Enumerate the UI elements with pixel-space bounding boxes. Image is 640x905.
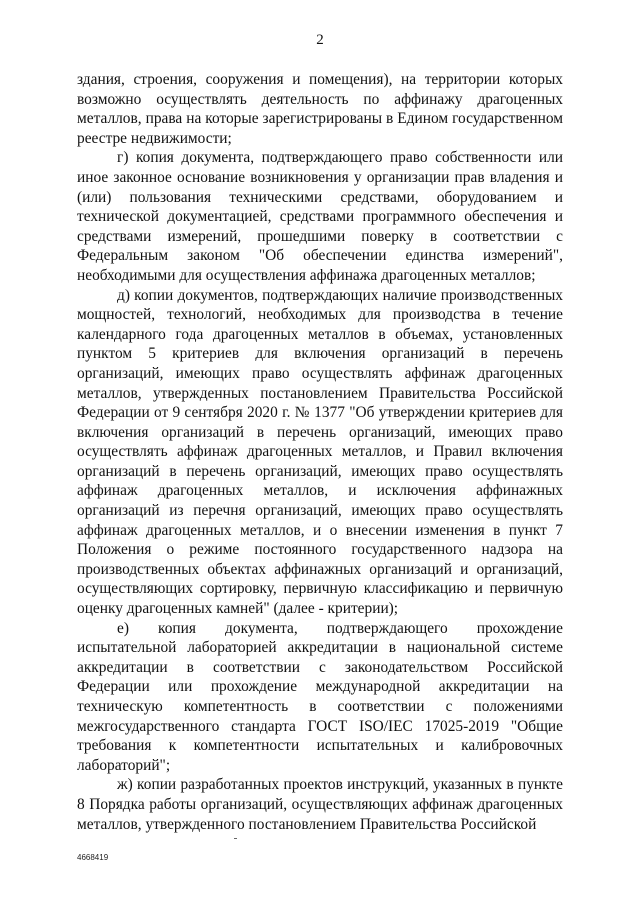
document-code: 4668419 [77,853,109,862]
scan-mark [234,838,237,839]
paragraph-item-e: е) копия документа, подтверждающего прохождение испытательной лабораторией аккредитации в национальной системе аккредитации в соответствии с законодательством Российской Федерации или прохождение международной аккредитации на техническую компетентность в соответствии с положениями межгосударственного стандарта ГОСТ ISO/IEC 17025-2019 "Общие требования к компетентности испытательных и калибровочных лабораторий"; [77,619,563,774]
paragraph-continuation: здания, строения, сооружения и помещения), на территории которых возможно осуществлять деятельность по аффинажу драгоценных металлов, права на которые зарегистрированы в Едином государственном реестре недвижимости; [77,71,563,147]
paragraph-item-g: г) копия документа, подтверждающего право собственности или иное законное основание возникновения у организации прав владения и (или) пользования техническими средствами, оборудованием и технической документацией, средствами программного обеспечения и средствами измерений, прошедшими поверку в соответствии с Федеральным законом "Об обеспечении единства измерений", необходимыми для осуществления аффинажа драгоценных металлов; [77,149,563,284]
document-body [77,70,563,834]
page-number: 2 [316,32,324,48]
paragraph-item-zh: ж) копии разработанных проектов инструкций, указанных в пункте 8 Порядка работы организаций, осуществляющих аффинаж драгоценных металлов, утвержденного постановлением Правительства Российской [77,776,563,833]
paragraph-item-d: д) копии документов, подтверждающих наличие производственных мощностей, технологий, необходимых для производства в течение календарного года драгоценных металлов в объемах, установленных пунктом 5 критериев для включения организаций в перечень организаций, имеющих право осуществлять аффинаж драгоценных металлов, утвержденных постановлением Правительства Российской Федерации от 9 сентября 2020 г. № 1377 "Об утверждении критериев для включения организаций в перечень организаций, имеющих право осуществлять аффинаж драгоценных металлов, и Правил включения организаций в перечень организаций, имеющих право осуществлять аффинаж драгоценных металлов, и исключения аффинажных организаций из перечня организаций, имеющих право осуществлять аффинаж драгоценных металлов, и о внесении изменения в пункт 7 Положения о режиме постоянного государственного надзора на производственных объектах аффинажных организаций и организаций, осуществляющих сортировку, первичную классификацию и первичную оценку драгоценных камней" (далее - критерии); [77,286,563,618]
